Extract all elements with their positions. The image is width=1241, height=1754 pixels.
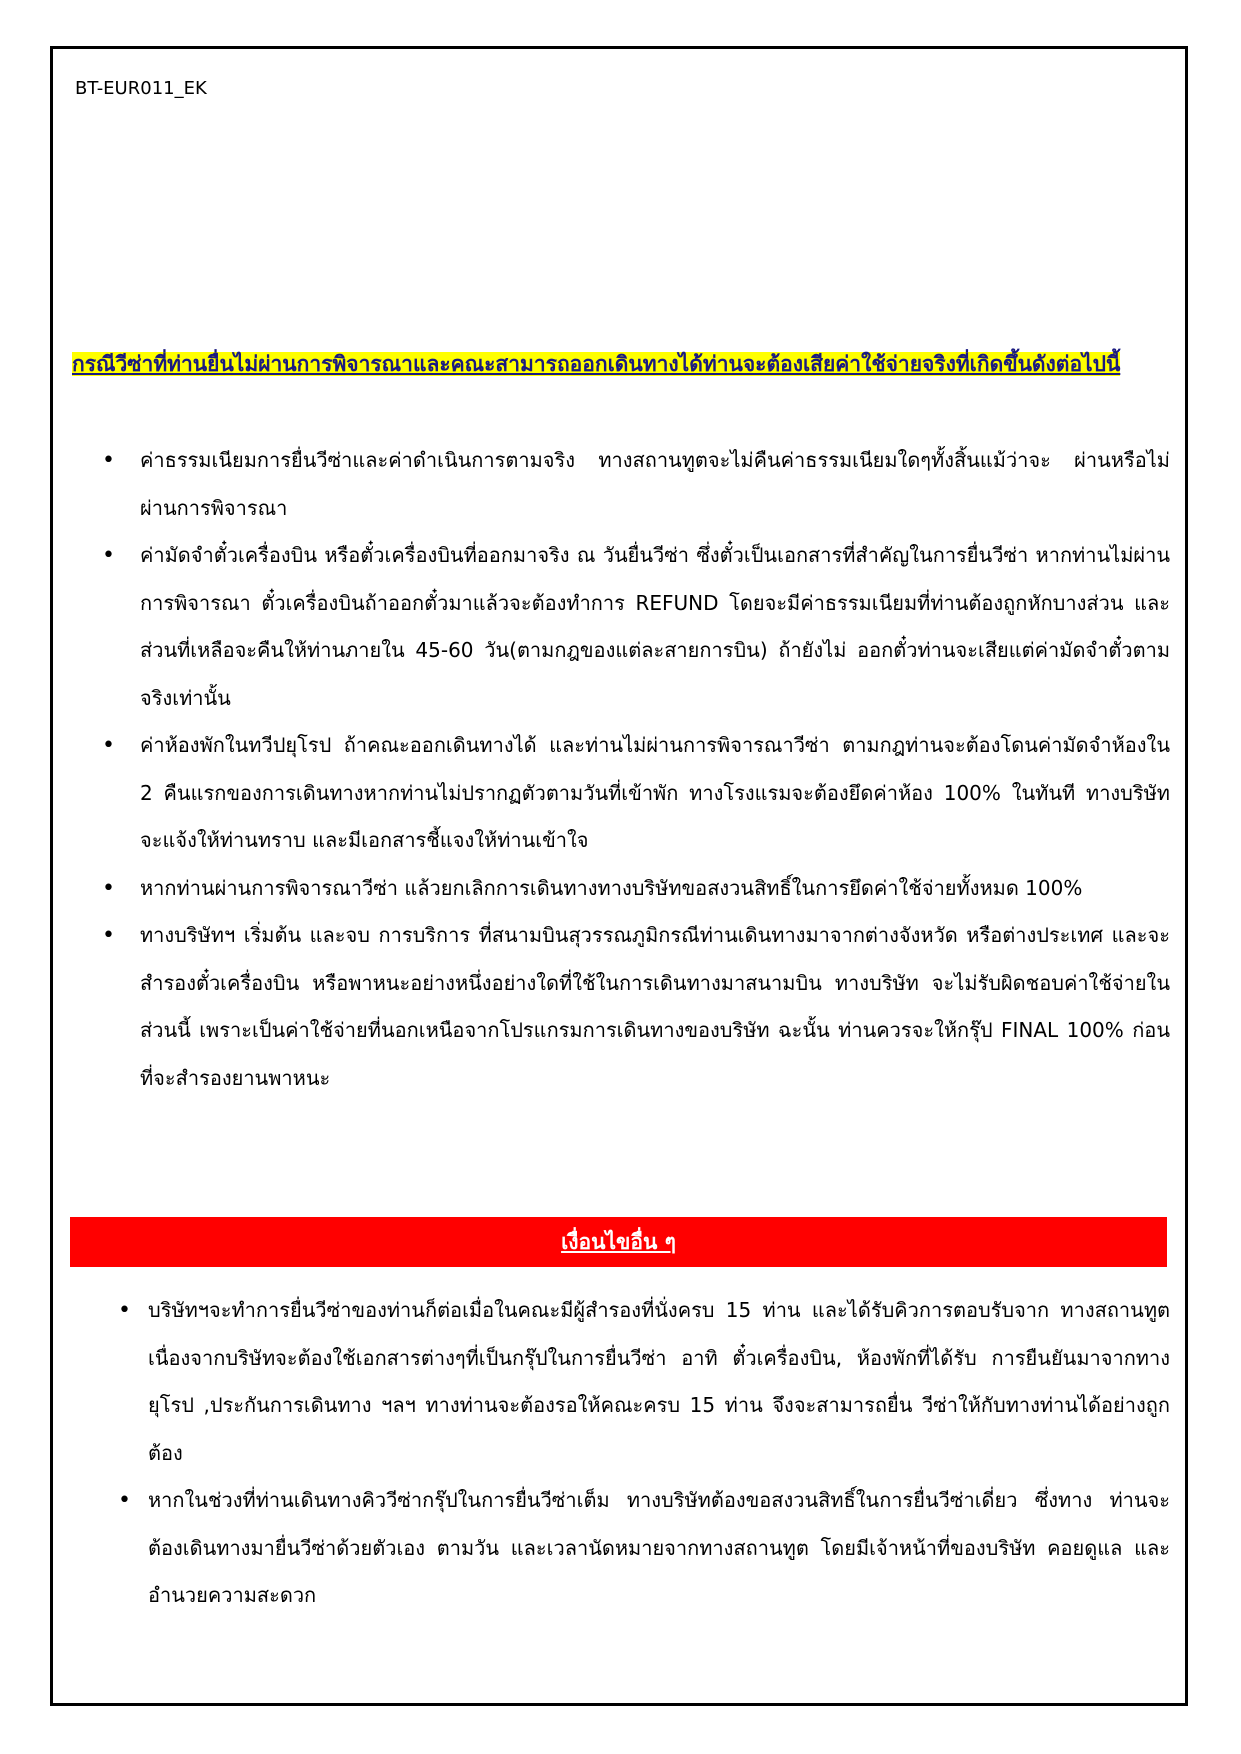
other-conditions-banner	[70, 1217, 1167, 1267]
visa-rejection-heading-text: กรณีวีซ่าที่ท่านยื่นไม่ผ่านการพิจารณาและคณะสามารถออกเดินทางได้ท่านจะต้องเสียค่าใช้จ่ายจริงที่เกิดขึ้นดังต่อไปนี้	[72, 352, 1121, 376]
list-item: • ค่ามัดจำตั๋วเครื่องบิน หรือตั๋วเครื่องบินที่ออกมาจริง ณ วันยื่นวีซ่า ซึ่งตั๋วเป็นเอกสารที่สำคัญในการยื่นวีซ่า หากท่านไม่ผ่านการพิจารณา ตั๋วเครื่องบินถ้าออกตั๋วมาแล้วจะต้องทำการ REFUND โดยจะมีค่าธรรมเนียมที่ท่านต้องถูกหักบางส่วน และส่วนที่เหลือจะคืนให้ท่านภายใน 45-60 วัน(ตามกฎของแต่ละสายการบิน) ถ้ายังไม่ ออกตั๋วท่านจะเสียแต่ค่ามัดจำตั๋วตามจริงเท่านั้น	[72, 532, 1170, 722]
list-item: • ค่าธรรมเนียมการยื่นวีซ่าและค่าดำเนินการตามจริง ทางสถานทูตจะไม่คืนค่าธรรมเนียมใดๆทั้งสิ้นแม้ว่าจะ ผ่านหรือไม่ผ่านการพิจารณา	[72, 437, 1170, 532]
other-conditions-heading: เงื่อนไขอื่น ๆ	[561, 1229, 676, 1254]
other-conditions-list	[88, 1287, 1170, 1620]
list-item: • หากท่านผ่านการพิจารณาวีซ่า แล้วยกเลิกการเดินทางทางบริษัทขอสงวนสิทธิ์ในการยึดค่าใช้จ่ายทั้งหมด 100%	[72, 865, 1170, 913]
visa-rejection-heading	[72, 341, 1172, 387]
list-item: • ทางบริษัทฯ เริ่มต้น และจบ การบริการ ที่สนามบินสุวรรณภูมิกรณีท่านเดินทางมาจากต่างจังหวัด หรือต่างประเทศ และจะสำรองตั๋วเครื่องบิน หรือพาหนะอย่างหนึ่งอย่างใดที่ใช้ในการเดินทางมาสนามบิน ทางบริษัท จะไม่รับผิดชอบค่าใช้จ่ายในส่วนนี้ เพราะเป็นค่าใช้จ่ายที่นอกเหนือจากโปรแกรมการเดินทางของบริษัท ฉะนั้น ท่านควรจะให้กรุ๊ป FINAL 100% ก่อนที่จะสำรองยานพาหนะ	[72, 912, 1170, 1102]
visa-rejection-list	[72, 437, 1170, 1102]
list-item: • ค่าห้องพักในทวีปยุโรป ถ้าคณะออกเดินทางได้ และท่านไม่ผ่านการพิจารณาวีซ่า ตามกฎท่านจะต้องโดนค่ามัดจำห้องใน 2 คืนแรกของการเดินทางหากท่านไม่ปรากฏตัวตามวันที่เข้าพัก ทางโรงแรมจะต้องยึดค่าห้อง 100% ในทันที ทางบริษัทจะแจ้งให้ท่านทราบ และมีเอกสารชี้แจงให้ท่านเข้าใจ	[72, 722, 1170, 865]
list-item: • หากในช่วงที่ท่านเดินทางคิววีซ่ากรุ๊ปในการยื่นวีซ่าเต็ม ทางบริษัทต้องขอสงวนสิทธิ์ในการยื่นวีซ่าเดี่ยว ซึ่งทาง ท่านจะต้องเดินทางมายื่นวีซ่าด้วยตัวเอง ตามวัน และเวลานัดหมายจากทางสถานทูต โดยมีเจ้าหน้าที่ของบริษัท คอยดูแล และอำนวยความสะดวก	[88, 1477, 1170, 1620]
list-item: • บริษัทฯจะทำการยื่นวีซ่าของท่านก็ต่อเมื่อในคณะมีผู้สำรองที่นั่งครบ 15 ท่าน และได้รับคิวการตอบรับจาก ทางสถานทูต เนื่องจากบริษัทจะต้องใช้เอกสารต่างๆที่เป็นกรุ๊ปในการยื่นวีซ่า อาทิ ตั๋วเครื่องบิน, ห้องพักที่ได้รับ การยืนยันมาจากทางยุโรป ,ประกันการเดินทาง ฯลฯ ทางท่านจะต้องรอให้คณะครบ 15 ท่าน จึงจะสามารถยื่น วีซ่าให้กับทางท่านได้อย่างถูกต้อง	[88, 1287, 1170, 1477]
document-code: BT-EUR011_EK	[75, 78, 207, 99]
